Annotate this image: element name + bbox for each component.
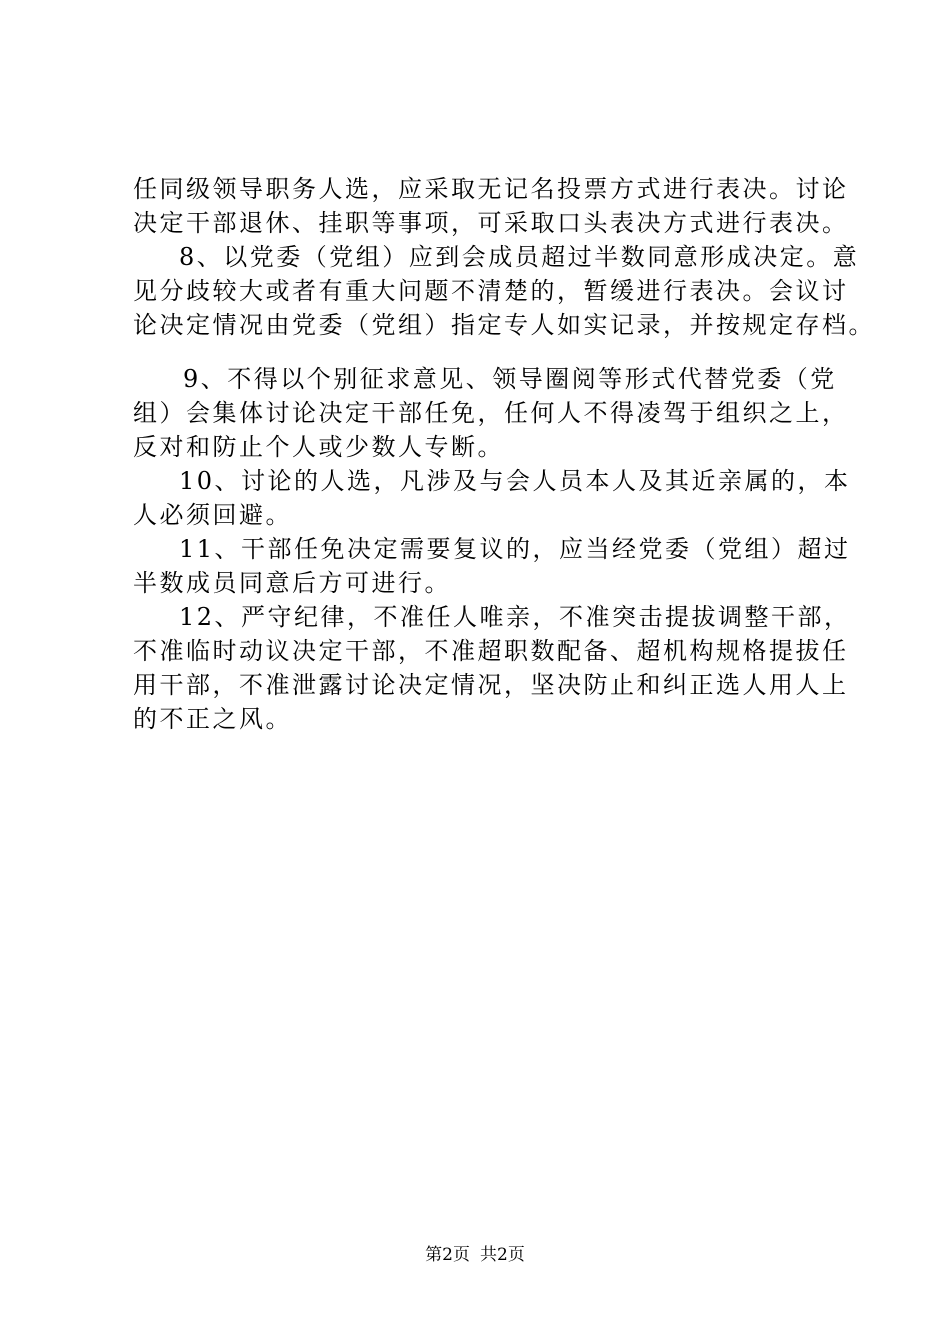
text-line: 9、不得以个别征求意见、领导圈阅等形式代替党委（党 (183, 365, 837, 393)
text-line: 8、以党委（党组）应到会成员超过半数同意形成决定。意 (179, 243, 860, 271)
paragraph-spacer (133, 342, 833, 362)
text-line: 不准临时动议决定干部，不准超职数配备、超机构规格提拔任 (133, 637, 849, 665)
text-line: 见分歧较大或者有重大问题不清楚的，暂缓进行表决。会议讨 (133, 277, 849, 305)
text-line: 组）会集体讨论决定干部任免，任何人不得凌驾于组织之上， (133, 399, 849, 427)
page-number-total: 共2页 (480, 1245, 525, 1265)
page-number-current: 第2页 (425, 1245, 470, 1265)
text-line: 10、讨论的人选，凡涉及与会人员本人及其近亲属的，本 (179, 467, 851, 495)
text-line: 论决定情况由党委（党组）指定专人如实记录，并按规定存档。 (133, 311, 875, 339)
page-footer (0, 1244, 950, 1266)
text-line: 反对和防止个人或少数人专断。 (133, 433, 504, 461)
text-line: 用干部，不准泄露讨论决定情况，坚决防止和纠正选人用人上 (133, 671, 849, 699)
document-body (133, 172, 875, 736)
text-line: 决定干部退休、挂职等事项，可采取口头表决方式进行表决。 (133, 209, 849, 237)
text-line: 12、严守纪律，不准任人唯亲，不准突击提拔调整干部， (179, 603, 851, 631)
text-line: 人必须回避。 (133, 501, 292, 529)
text-line: 任同级领导职务人选，应采取无记名投票方式进行表决。讨论 (133, 175, 849, 203)
text-line: 半数成员同意后方可进行。 (133, 569, 451, 597)
text-line: 11、干部任免决定需要复议的，应当经党委（党组）超过 (179, 535, 851, 563)
text-line: 的不正之风。 (133, 705, 292, 733)
